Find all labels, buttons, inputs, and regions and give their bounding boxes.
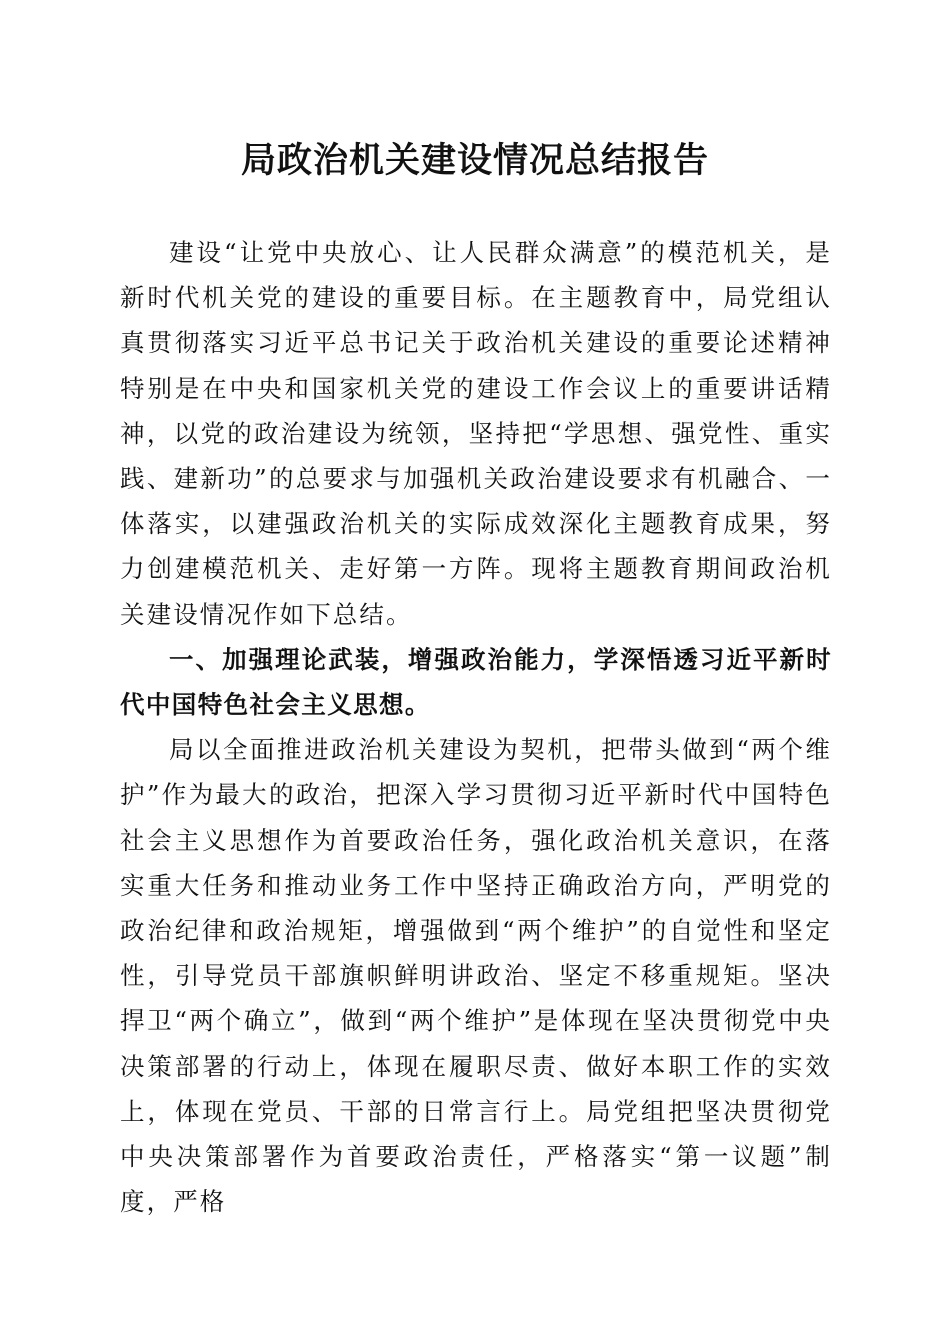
intro-paragraph: 建设“让党中央放心、让人民群众满意”的模范机关，是新时代机关党的建设的重要目标。在主题教育中，局党组认真贯彻落实习近平总书记关于政治机关建设的重要论述精神特别是在中央和国家机关党的建设工作会议上的重要讲话精神，以党的政治建设为统领，坚持把“学思想、强党性、重实践、建新功”的总要求与加强机关政治建设要求有机融合、一体落实，以建强政治机关的实际成效深化主题教育成果，努力创建模范机关、走好第一方阵。现将主题教育期间政治机关建设情况作如下总结。: [120, 238, 832, 629]
section-heading-1: 一、加强理论武装，增强政治能力，学深悟透习近平新时代中国特色社会主义思想。: [120, 644, 832, 720]
document-body: [120, 230, 832, 1224]
document-title: 局政治机关建设情况总结报告: [240, 140, 709, 181]
section-1-paragraph: 局以全面推进政治机关建设为契机，把带头做到“两个维护”作为最大的政治，把深入学习贯彻习近平新时代中国特色社会主义思想作为首要政治任务，强化政治机关意识，在落实重大任务和推动业务工作中坚持正确政治方向，严明党的政治纪律和政治规矩，增强做到“两个维护”的自觉性和坚定性，引导党员干部旗帜鲜明讲政治、坚定不移重规矩。坚决捍卫“两个确立”，做到“两个维护”是体现在坚决贯彻党中央决策部署的行动上，体现在履职尽责、做好本职工作的实效上，体现在党员、干部的日常言行上。局党组把坚决贯彻党中央决策部署作为首要政治责任，严格落实“第一议题”制度，严格: [120, 735, 832, 1217]
